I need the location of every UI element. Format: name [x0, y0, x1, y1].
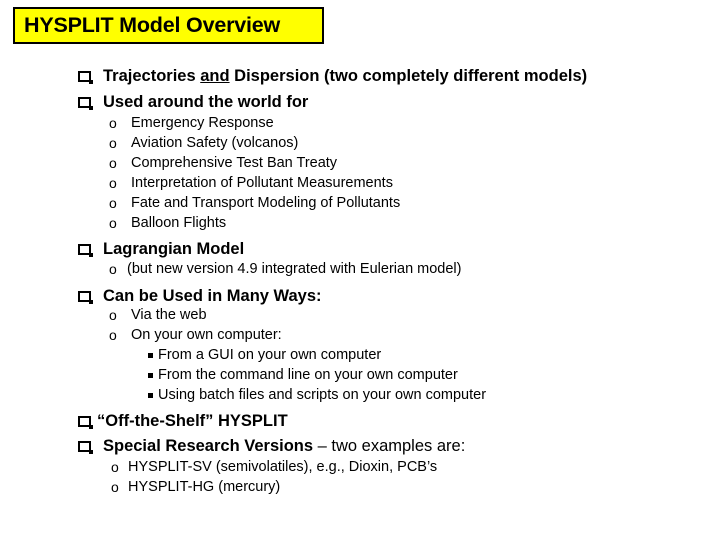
bullet-trajectories-dispersion: [78, 67, 587, 86]
list-item: o Interpretation of Pollutant Measurements: [109, 175, 393, 191]
list-item: o Comprehensive Test Ban Treaty: [109, 155, 338, 171]
list-item: o Aviation Safety (volcanos): [109, 135, 299, 151]
circle-bullet-icon: o: [111, 459, 119, 475]
square-small-bullet-icon: [148, 393, 153, 398]
circle-bullet-icon: o: [109, 307, 117, 323]
square-bullet-icon: [78, 97, 91, 108]
list-item: o HYSPLIT-HG (mercury): [111, 479, 281, 495]
bullet-lagrangian-model: [78, 240, 244, 259]
sub-list-item: From the command line on your own computer: [148, 367, 458, 383]
circle-bullet-icon: o: [109, 155, 117, 171]
slide-title-box: [13, 7, 324, 44]
circle-bullet-icon: o: [109, 327, 117, 343]
slide-title: HYSPLIT Model Overview: [24, 13, 281, 37]
square-bullet-icon: [78, 441, 91, 452]
sub-list-item: Using batch files and scripts on your own computer: [148, 387, 486, 403]
bullet-text: Used around the world for: [103, 93, 309, 111]
circle-bullet-icon: o: [109, 195, 117, 211]
list-item: o Emergency Response: [109, 115, 274, 131]
circle-bullet-icon: o: [109, 215, 117, 231]
list-item: o Via the web: [109, 307, 207, 323]
square-bullet-icon: [78, 416, 91, 427]
circle-bullet-icon: o: [109, 261, 117, 277]
square-bullet-icon: [78, 291, 91, 302]
bullet-text: “Off-the-Shelf” HYSPLIT: [97, 412, 288, 430]
square-bullet-icon: [78, 71, 91, 82]
sub-list-item: From a GUI on your own computer: [148, 347, 381, 363]
circle-bullet-icon: o: [109, 115, 117, 131]
list-item: o On your own computer:: [109, 327, 282, 343]
square-bullet-icon: [78, 244, 91, 255]
circle-bullet-icon: o: [109, 175, 117, 191]
list-item: o Balloon Flights: [109, 215, 227, 231]
bullet-off-the-shelf: [78, 412, 288, 431]
square-small-bullet-icon: [148, 353, 153, 358]
bullet-used-around-world: [78, 93, 308, 112]
square-small-bullet-icon: [148, 373, 153, 378]
list-item: o Fate and Transport Modeling of Pollutants: [109, 195, 401, 211]
bullet-many-ways: [78, 287, 322, 306]
bullet-text: Trajectories and Dispersion (two completely different models): [103, 67, 588, 85]
bullet-text: Can be Used in Many Ways:: [103, 287, 322, 305]
list-item: o (but new version 4.9 integrated with Eulerian model): [109, 261, 462, 277]
bullet-special-research: [78, 437, 465, 456]
circle-bullet-icon: o: [109, 135, 117, 151]
list-item: o HYSPLIT-SV (semivolatiles), e.g., Dioxin, PCB’s: [111, 459, 438, 475]
bullet-text: Special Research Versions – two examples are:: [103, 437, 466, 455]
circle-bullet-icon: o: [111, 479, 119, 495]
bullet-text: Lagrangian Model: [103, 240, 245, 258]
